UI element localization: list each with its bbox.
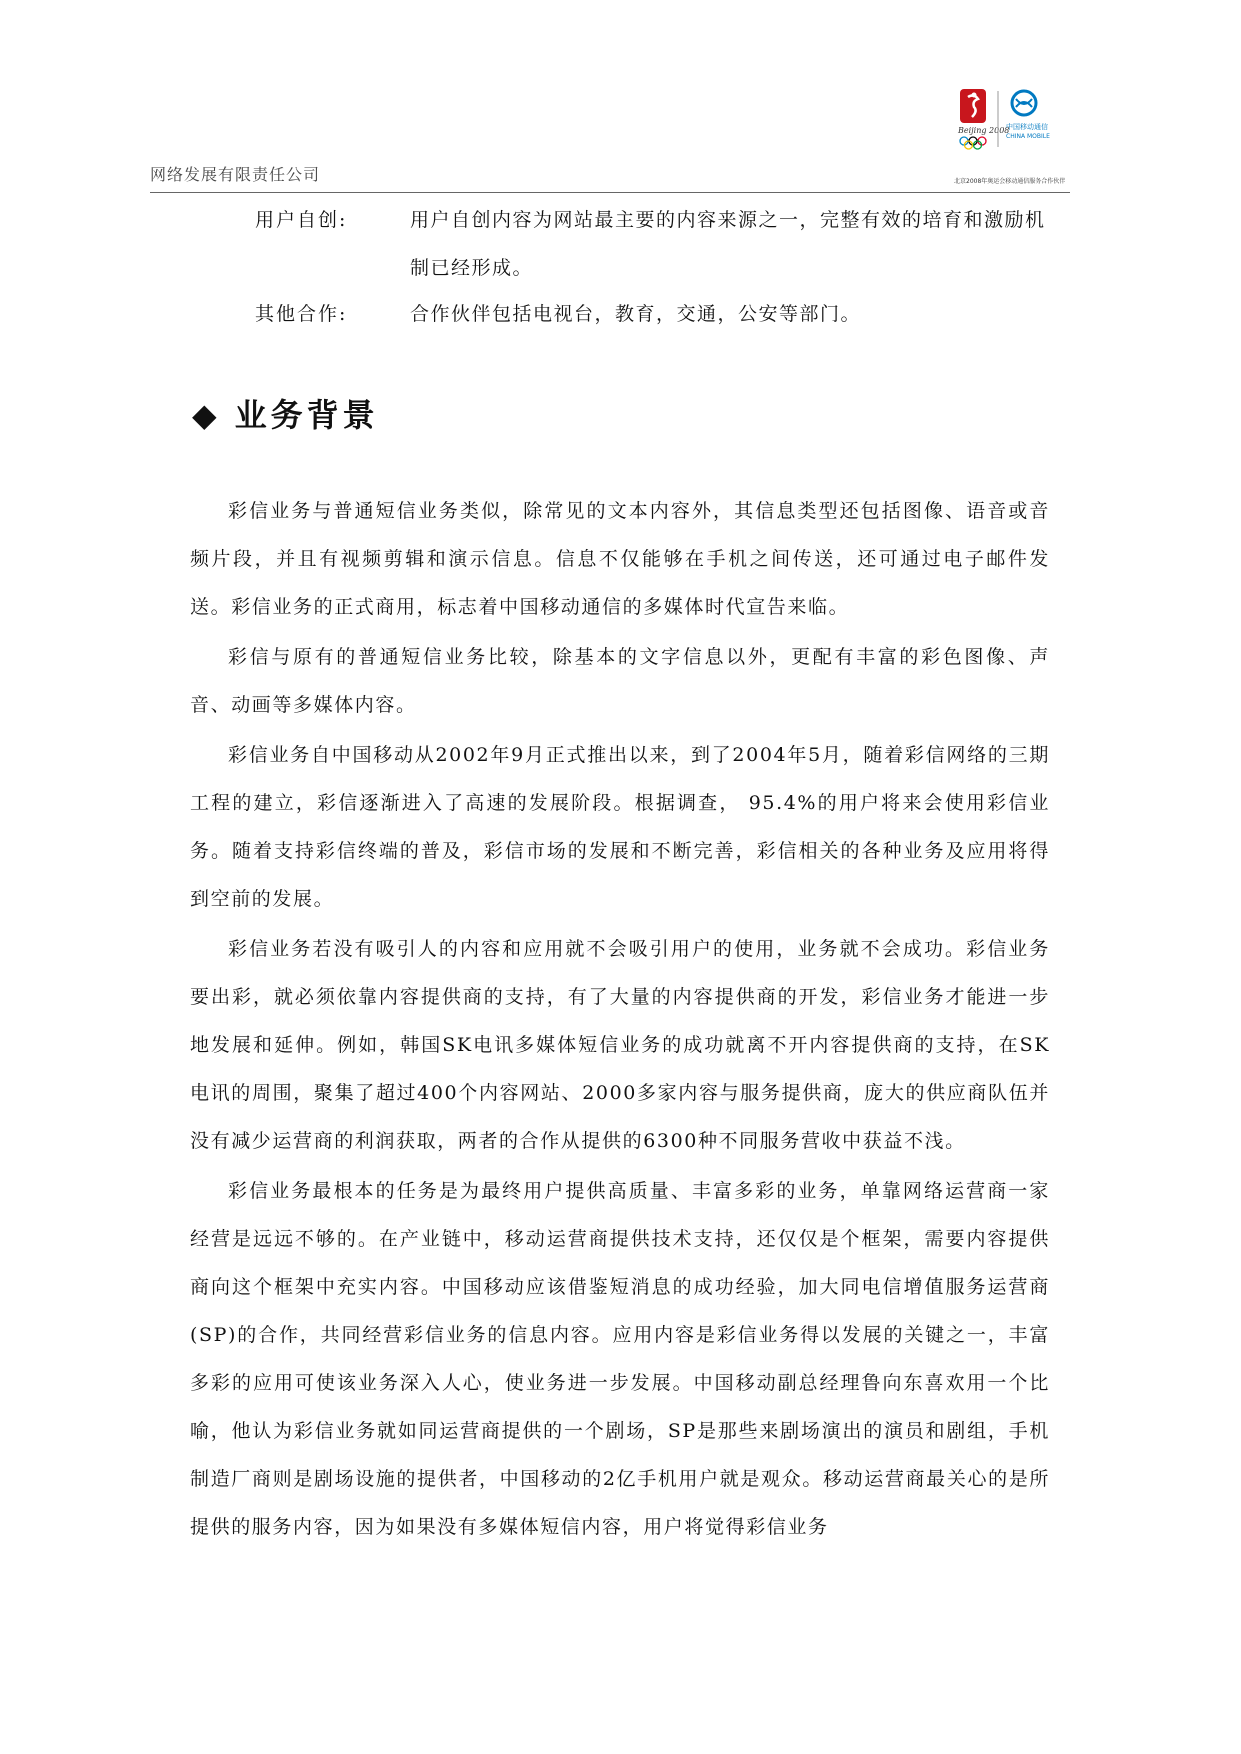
page-header [150,85,1070,193]
kv-value: 合作伙伴包括电视台，教育，交通，公安等部门。 [410,303,862,325]
section-title-text: 业务背景 [234,396,379,434]
diamond-bullet-icon: ◆ [192,396,221,434]
kv-value: 用户自创内容为网站最主要的内容来源之一，完整有效的培育和激励机制已经形成。 [410,209,1046,279]
kv-key: 用户自创: [255,209,348,231]
logo-caption: 北京2008年奥运会移动通信服务合作伙伴 [954,178,1066,185]
kv-key: 其他合作: [255,303,348,325]
paragraph: 彩信业务与普通短信业务类似，除常见的文本内容外，其信息类型还包括图像、语音或音频片段，并且有视频剪辑和演示信息。信息不仅能够在手机之间传送，还可通过电子邮件发送。彩信业务的正式商用，标志着中国移动通信的多媒体时代宣告来临。 [190,500,1050,618]
olympic-china-mobile-logo [950,85,1070,173]
header-rule [150,192,1070,193]
paragraph: 彩信业务若没有吸引人的内容和应用就不会吸引用户的使用，业务就不会成功。彩信业务要出彩，就必须依靠内容提供商的支持，有了大量的内容提供商的开发，彩信业务才能进一步地发展和延伸。例如，韩国SK电讯多媒体短信业务的成功就离不开内容提供商的支持，在SK电讯的周围，聚集了超过400个内容网站、2000多家内容与服务提供商，庞大的供应商队伍并没有减少运营商的利润获取，两者的合作从提供的6300种不同服务营收中获益不浅。 [190,938,1050,1152]
section-heading [192,390,379,436]
logo-text-en: CHINA MOBILE [1006,133,1050,140]
paragraph: 彩信业务自中国移动从2002年9月正式推出以来，到了2004年5月，随着彩信网络的三期工程的建立，彩信逐渐进入了高速的发展阶段。根据调查， 95.4%的用户将来会使用彩信业务。随着支持彩信终端的普及，彩信市场的发展和不断完善，彩信相关的各种业务及应用将得到空前的发展。 [190,744,1050,910]
company-name: 网络发展有限责任公司 [150,165,321,184]
svg-text:Beijing 2008: Beijing 2008 [958,126,1010,135]
logo-text-cn: 中国移动通信 [1006,123,1048,131]
paragraph: 彩信与原有的普通短信业务比较，除基本的文字信息以外，更配有丰富的彩色图像、声音、动画等多媒体内容。 [190,646,1050,716]
paragraph: 彩信业务最根本的任务是为最终用户提供高质量、丰富多彩的业务，单靠网络运营商一家经营是远远不够的。在产业链中，移动运营商提供技术支持，还仅仅是个框架，需要内容提供商向这个框架中充实内容。中国移动应该借鉴短消息的成功经验，加大同电信增值服务运营商(SP)的合作，共同经营彩信业务的信息内容。应用内容是彩信业务得以发展的关键之一，丰富多彩的应用可使该业务深入人心，使业务进一步发展。中国移动副总经理鲁向东喜欢用一个比喻，他认为彩信业务就如同运营商提供的一个剧场，SP是那些来剧场演出的演员和剧组，手机制造厂商则是剧场设施的提供者，中国移动的2亿手机用户就是观众。移动运营商最关心的是所提供的服务内容，因为如果没有多媒体短信内容，用户将觉得彩信业务 [190,1180,1050,1538]
partner-logo [950,85,1070,185]
body-text [190,487,1050,1553]
